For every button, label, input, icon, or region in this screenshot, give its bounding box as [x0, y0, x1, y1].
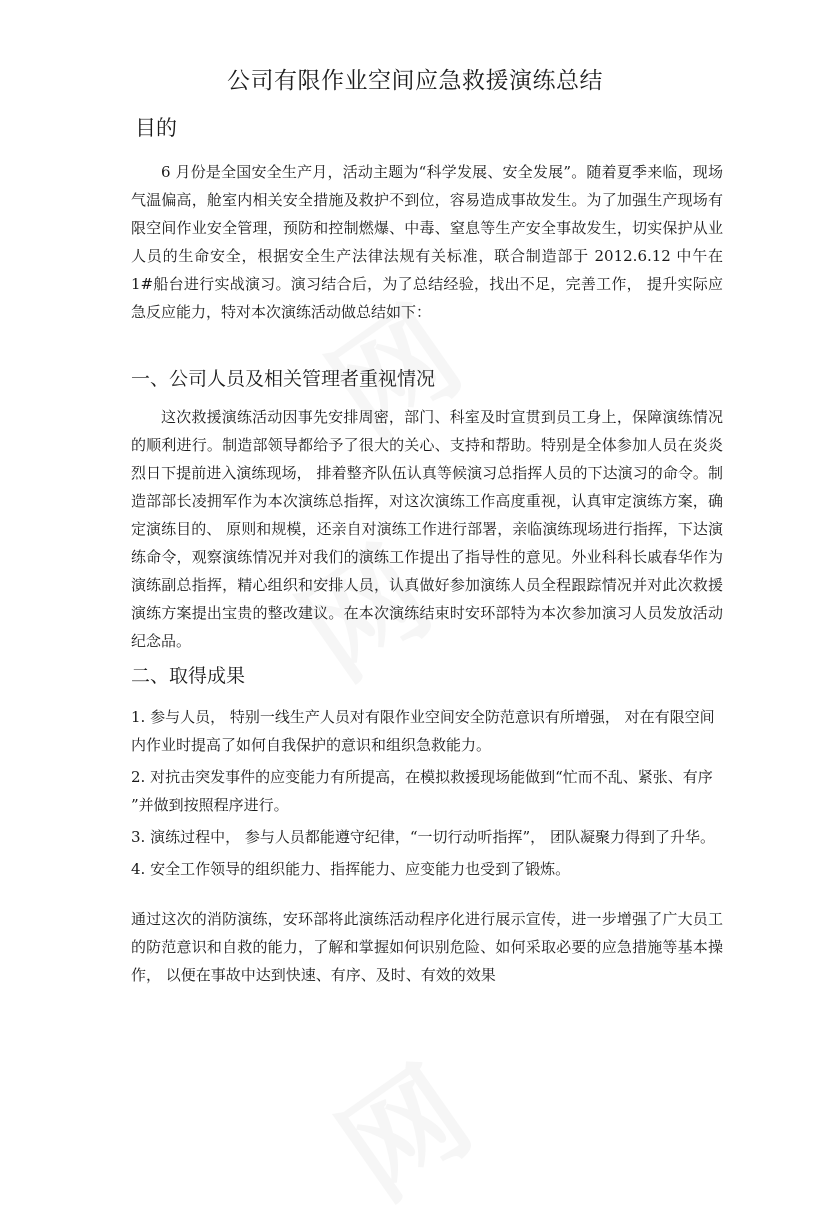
list-item: 1. 参与人员， 特别一线生产人员对有限作业空间安全防范意识有所增强， 对在有限空间内作业时提高了如何自我保护的意识和组织急救能力。 [131, 708, 715, 754]
list-item: 4. 安全工作领导的组织能力、指挥能力、应变能力也受到了锻炼。 [131, 860, 571, 878]
purpose-heading: 目的 [135, 116, 177, 140]
document-title: 公司有限作业空间应急救援演练总结 [227, 68, 603, 94]
results-list [131, 703, 723, 883]
section1-heading: 一、公司人员及相关管理者重视情况 [131, 368, 436, 390]
closing-paragraph: 通过这次的消防演练，安环部将此演练活动程序化进行展示宣传，进一步增强了广大员工的防范意识和自救的能力，了解和掌握如何识别危险、如何采取必要的应急措施等基本操作， 以便在事故中达到快速、有序、及时、有效的效果 [131, 910, 723, 984]
list-item: 3. 演练过程中， 参与人员都能遵守纪律，“一切行动听指挥”， 团队凝聚力得到了升华。 [131, 828, 715, 846]
section2-heading: 二、取得成果 [131, 665, 246, 687]
section1-paragraph: 这次救援演练活动因事先安排周密，部门、科室及时宣贯到员工身上，保障演练情况的顺利进行。制造部领导都给予了很大的关心、支持和帮助。特别是全体参加人员在炎炎烈日下提前进入演练现场， 排着整齐队伍认真等候演习总指挥人员的下达演习的命令。制造部部长凌拥军作为本次演练总指挥，对这次演练工作高度重视，认真审定演练方案，确定演练目的、 原则和规模，还亲自对演练工作进行部署，亲临演练现场进行指挥，下达演练命令，观察演练情况并对我们的演练工作提出了指导性的意见。外业科科长戚春华作为演练副总指挥，精心组织和安排人员，认真做好参加演练人员全程跟踪情况并对此次救援演练方案提出宝贵的整改建议。在本次演练结束时安环部特为本次参加演习人员发放活动纪念品。 [131, 408, 723, 650]
list-item: 2. 对抗击突发事件的应变能力有所提高，在模拟救援现场能做到“忙而不乱、紧张、有序 ”并做到按照程序进行。 [131, 768, 713, 814]
purpose-paragraph: 6 月份是全国安全生产月，活动主题为“科学发展、安全发展”。随着夏季来临，现场气温偏高，舱室内相关安全措施及救护不到位，容易造成事故发生。为了加强生产现场有限空间作业安全管理，预防和控制燃爆、中毒、窒息等生产安全事故发生，切实保护从业人员的生命安全，根据安全生产法律法规有关标准，联合制造部于 2012.6.12 中午在 1#船台进行实战演习。演习结合后，为了总结经验，找出不足，完善工作， 提升实际应急反应能力，特对本次演练活动做总结如下： [131, 163, 723, 321]
